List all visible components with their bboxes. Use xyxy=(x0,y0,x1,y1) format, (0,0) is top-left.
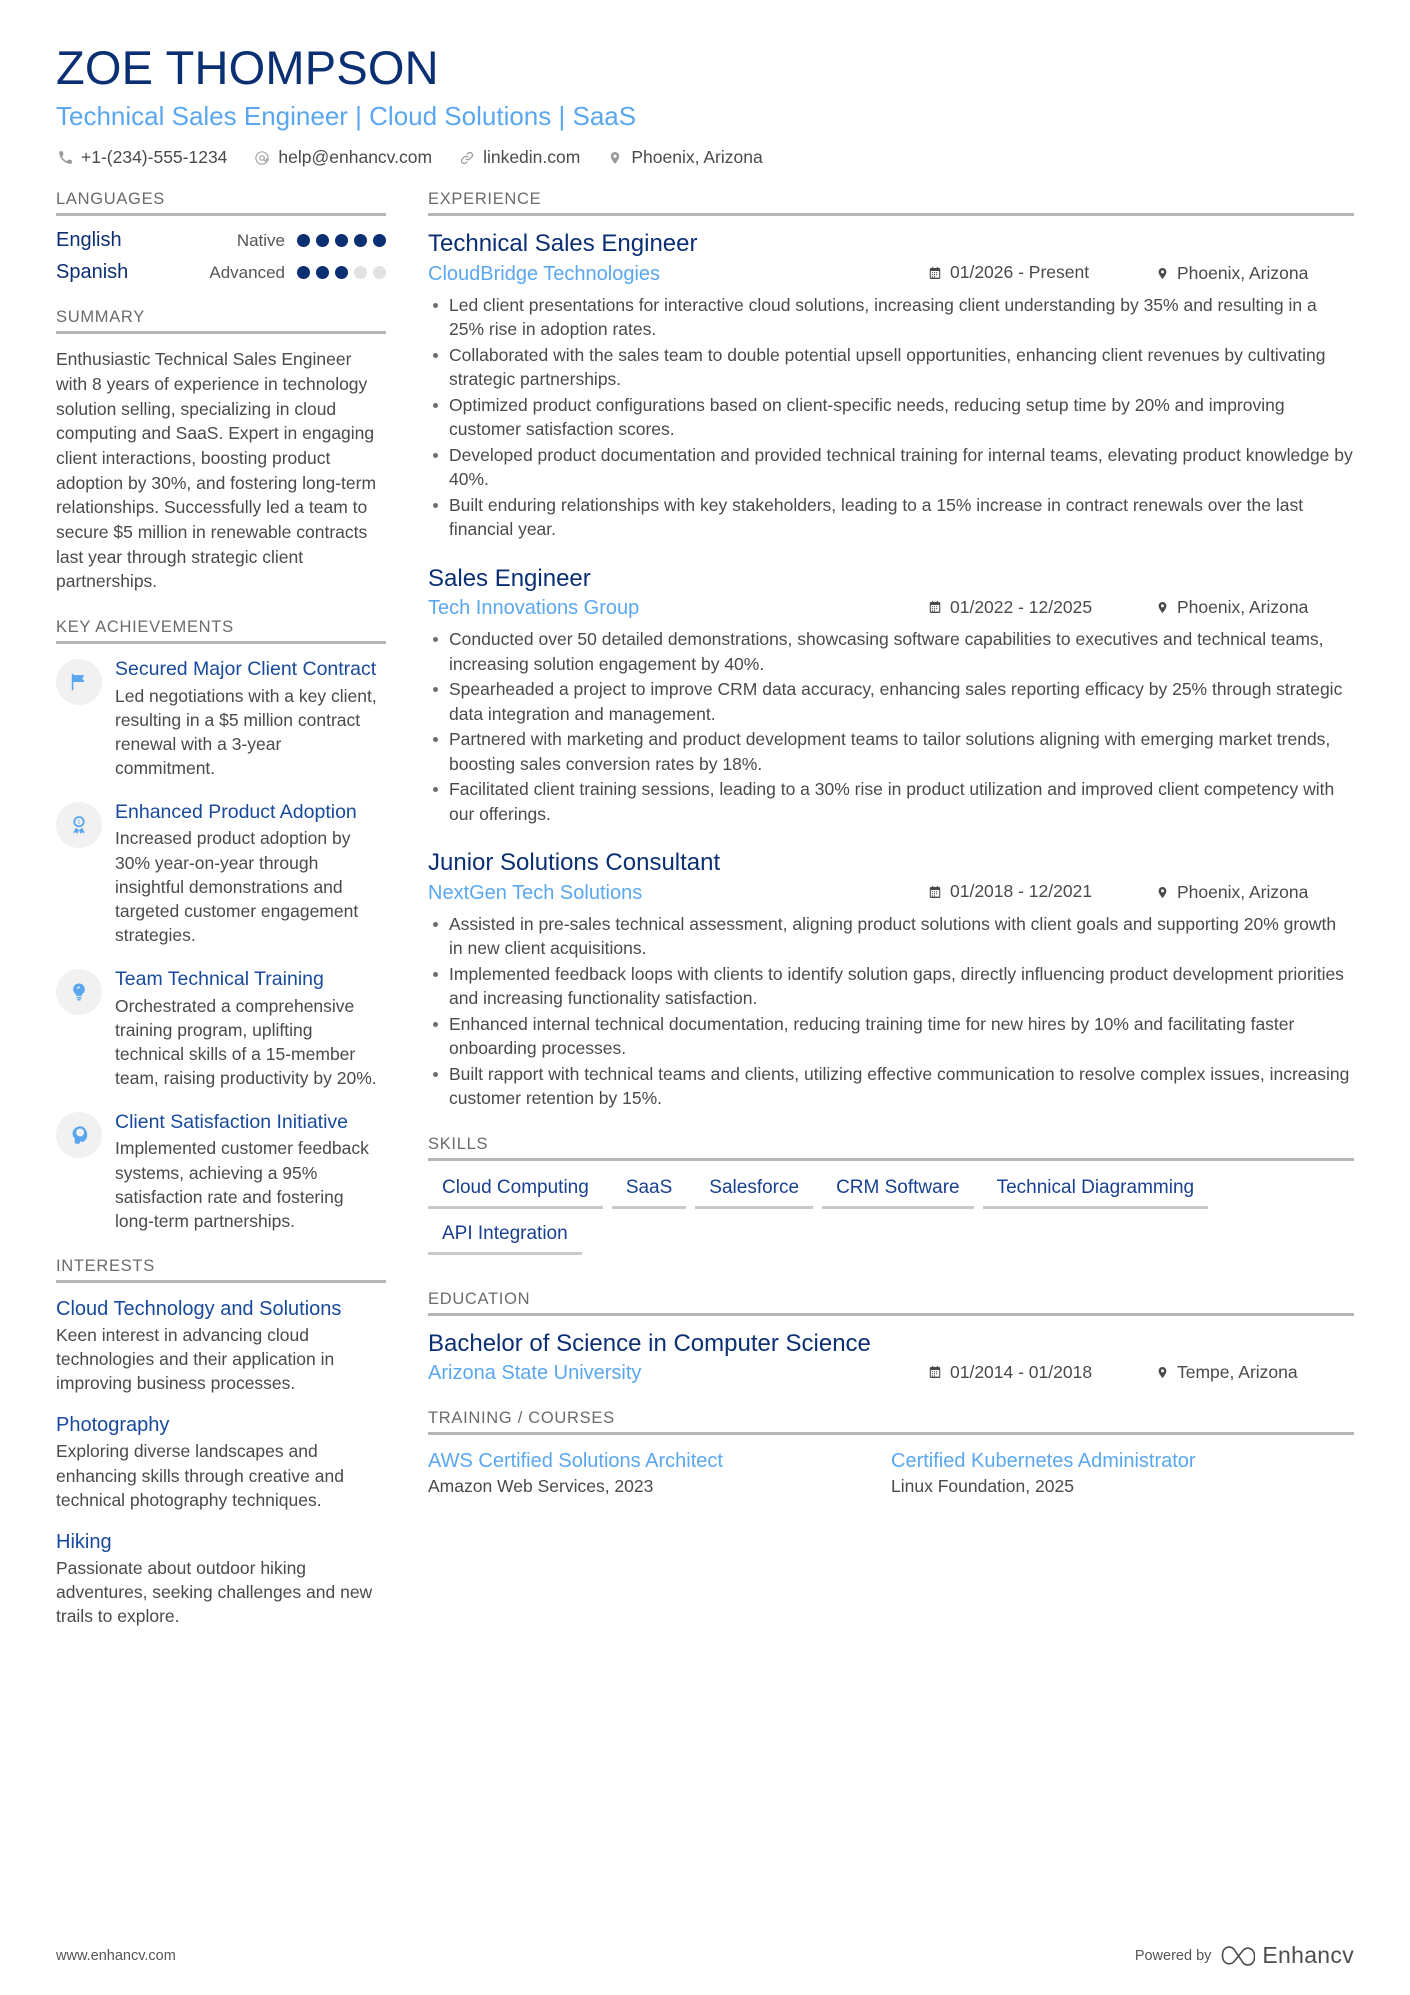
contact-linkedin-text: linkedin.com xyxy=(483,147,581,168)
interest-desc: Keen interest in advancing cloud technologies and their application in improving business processes. xyxy=(56,1325,335,1394)
achievement-title: Secured Major Client Contract xyxy=(115,658,377,681)
section-heading-skills: SKILLS xyxy=(428,1134,489,1153)
job-meta xyxy=(428,262,1354,286)
training-item xyxy=(891,1448,1354,1497)
education-location xyxy=(1154,1362,1354,1383)
interest-title: Hiking xyxy=(56,1530,112,1553)
job-bullet: Enhanced internal technical documentation, reducing training time for new hires by 10% and facilitating faster onboarding processes. xyxy=(428,1012,1354,1061)
achievement-title: Team Technical Training xyxy=(115,968,324,991)
job-dates xyxy=(927,262,1132,283)
rating-dot xyxy=(354,266,367,279)
language-name: Spanish xyxy=(56,261,129,284)
calendar-icon xyxy=(927,1364,943,1380)
language-rating-dots xyxy=(297,266,386,279)
page-footer xyxy=(56,1942,1354,1969)
section-heading-education: EDUCATION xyxy=(428,1289,531,1308)
training-item xyxy=(428,1448,891,1497)
calendar-icon xyxy=(927,884,943,900)
language-row xyxy=(56,261,386,284)
skill-chip: Technical Diagramming xyxy=(983,1174,1208,1209)
rating-dot xyxy=(373,266,386,279)
section-divider xyxy=(428,213,1354,216)
job-dates-text: 01/2022 - 12/2025 xyxy=(950,596,1093,617)
section-divider xyxy=(428,1158,1354,1161)
achievement-item xyxy=(56,800,386,947)
job-bullets xyxy=(428,627,1354,826)
job-dates-text: 01/2026 - Present xyxy=(950,262,1090,283)
training-title: AWS Certified Solutions Architect xyxy=(428,1450,723,1473)
section-experience xyxy=(428,190,1354,1111)
job-dates-text: 01/2018 - 12/2021 xyxy=(950,881,1093,902)
interest-item xyxy=(56,1296,386,1395)
flag-icon xyxy=(56,659,102,705)
section-heading-interests: INTERESTS xyxy=(56,1257,155,1276)
section-languages xyxy=(56,190,386,284)
achievement-desc: Increased product adoption by 30% year-on-year through insightful demonstrations and targeted customer engagement strategies. xyxy=(115,828,359,946)
enhancv-wordmark: Enhancv xyxy=(1262,1942,1354,1968)
footer-website[interactable]: www.enhancv.com xyxy=(56,1947,176,1964)
job-bullet: Developed product documentation and provided technical training for internal teams, elevating product knowledge by 40%. xyxy=(428,443,1354,492)
job-meta xyxy=(428,597,1354,621)
job-bullet: Built enduring relationships with key stakeholders, leading to a 15% increase in contract renewals over the last financial year. xyxy=(428,493,1354,542)
interest-item xyxy=(56,1529,386,1628)
contact-phone-text: +1-(234)-555-1234 xyxy=(81,147,228,168)
interest-title: Cloud Technology and Solutions xyxy=(56,1298,342,1321)
location-pin-icon xyxy=(1154,884,1170,900)
language-row xyxy=(56,229,386,252)
skill-chip: Salesforce xyxy=(695,1174,813,1209)
location-pin-icon xyxy=(1154,265,1170,281)
rating-dot xyxy=(297,234,310,247)
achievement-desc: Led negotiations with a key client, resulting in a $5 million contract renewal with a 3-year commitment. xyxy=(115,685,377,778)
job-bullets xyxy=(428,293,1354,542)
achievement-title: Enhanced Product Adoption xyxy=(115,801,357,824)
rating-dot xyxy=(297,266,310,279)
achievement-title: Client Satisfaction Initiative xyxy=(115,1111,349,1134)
job-location-text: Phoenix, Arizona xyxy=(1177,262,1309,283)
section-divider xyxy=(56,641,386,644)
job-company: Tech Innovations Group xyxy=(428,597,640,620)
contact-bar xyxy=(56,147,1354,168)
job-dates xyxy=(927,597,1132,618)
contact-location-text: Phoenix, Arizona xyxy=(631,147,763,168)
rating-dot xyxy=(335,266,348,279)
section-education xyxy=(428,1290,1354,1386)
language-level: Advanced xyxy=(209,262,285,282)
phone-icon xyxy=(56,149,74,167)
page-title: ZOE THOMPSON xyxy=(56,41,439,94)
job-company: CloudBridge Technologies xyxy=(428,262,661,285)
skills-list xyxy=(428,1174,1354,1266)
job-location xyxy=(1154,882,1354,903)
job-company: NextGen Tech Solutions xyxy=(428,881,643,904)
job-location-text: Phoenix, Arizona xyxy=(1177,597,1309,618)
training-provider: Linux Foundation, 2025 xyxy=(891,1476,1074,1497)
job-title: Technical Sales Engineer xyxy=(428,230,698,258)
contact-phone[interactable] xyxy=(56,147,227,168)
lightbulb-icon xyxy=(56,969,102,1015)
main-column xyxy=(428,190,1354,1521)
education-dates xyxy=(927,1362,1132,1383)
section-heading-languages: LANGUAGES xyxy=(56,190,165,209)
contact-location xyxy=(606,147,762,168)
training-list xyxy=(428,1448,1354,1497)
achievement-item xyxy=(56,657,386,780)
section-heading-achievements: KEY ACHIEVEMENTS xyxy=(56,618,234,637)
section-heading-training: TRAINING / COURSES xyxy=(428,1409,615,1428)
education-school: Arizona State University xyxy=(428,1362,642,1385)
job-bullets xyxy=(428,912,1354,1111)
achievement-item xyxy=(56,967,386,1090)
calendar-icon xyxy=(927,265,943,281)
summary-text: Enthusiastic Technical Sales Engineer with 8 years of experience in technology solution selling, specializing in cloud computing and SaaS. Expert in engaging client interactions, boosting product adoption by 30%, and fostering long-term relationships. Successfully led a team to secure $5 million in renewable contracts last year through strategic client partnerships. xyxy=(56,349,377,592)
svg-text:1: 1 xyxy=(77,819,81,826)
job-title: Sales Engineer xyxy=(428,564,591,592)
language-name: English xyxy=(56,229,122,252)
rating-dot xyxy=(373,234,386,247)
training-title: Certified Kubernetes Administrator xyxy=(891,1450,1196,1473)
interest-item xyxy=(56,1412,386,1511)
job-bullet: Implemented feedback loops with clients to identify solution gaps, directly influencing product development priorities and increasing functionality satisfaction. xyxy=(428,962,1354,1011)
link-icon xyxy=(458,149,476,167)
job-location-text: Phoenix, Arizona xyxy=(1177,881,1309,902)
skill-chip: Cloud Computing xyxy=(428,1174,603,1209)
contact-email[interactable] xyxy=(253,147,432,168)
skill-chip: API Integration xyxy=(428,1220,582,1255)
section-divider xyxy=(428,1432,1354,1435)
skill-chip: CRM Software xyxy=(822,1174,974,1209)
education-dates-text: 01/2014 - 01/2018 xyxy=(950,1361,1093,1382)
section-key-achievements xyxy=(56,618,386,1233)
section-training xyxy=(428,1409,1354,1497)
interest-desc: Exploring diverse landscapes and enhancing skills through creative and technical photography techniques. xyxy=(56,1441,344,1510)
job-bullet: Led client presentations for interactive cloud solutions, increasing client understanding by 35% and resulting in a 25% rise in adoption rates. xyxy=(428,293,1354,342)
contact-linkedin[interactable] xyxy=(458,147,580,168)
achievement-desc: Implemented customer feedback systems, achieving a 95% satisfaction rate and fostering long-term partnerships. xyxy=(115,1138,369,1231)
section-divider xyxy=(56,1280,386,1283)
language-level: Native xyxy=(236,230,285,250)
job-bullet: Facilitated client training sessions, leading to a 30% rise in product utilization and improved client competency with our offerings. xyxy=(428,777,1354,826)
job-bullet: Optimized product configurations based on client-specific needs, reducing setup time by 20% and improving customer satisfaction scores. xyxy=(428,393,1354,442)
experience-entry xyxy=(428,564,1354,827)
enhancv-logo xyxy=(1221,1942,1354,1969)
section-summary xyxy=(56,308,386,594)
powered-by-block xyxy=(1135,1942,1354,1969)
experience-entry xyxy=(428,848,1354,1111)
rating-dot xyxy=(335,234,348,247)
skill-chip: SaaS xyxy=(612,1174,686,1209)
job-meta xyxy=(428,881,1354,905)
education-degree: Bachelor of Science in Computer Science xyxy=(428,1329,871,1357)
section-divider xyxy=(56,213,386,216)
resume-header xyxy=(56,42,1354,168)
section-divider xyxy=(56,331,386,334)
location-pin-icon xyxy=(606,149,624,167)
interest-title: Photography xyxy=(56,1414,170,1437)
experience-entry xyxy=(428,229,1354,542)
location-pin-icon xyxy=(1154,1365,1170,1381)
job-bullet: Collaborated with the sales team to double potential upsell opportunities, enhancing client revenues by cultivating strategic partnerships. xyxy=(428,343,1354,392)
achievement-item xyxy=(56,1110,386,1233)
email-icon xyxy=(253,149,271,167)
job-bullet: Assisted in pre-sales technical assessment, aligning product solutions with client goals and supporting 20% growth in new client acquisitions. xyxy=(428,912,1354,961)
job-location xyxy=(1154,263,1354,284)
rating-dot xyxy=(354,234,367,247)
location-pin-icon xyxy=(1154,600,1170,616)
job-dates xyxy=(927,881,1132,902)
section-interests xyxy=(56,1257,386,1628)
education-meta xyxy=(428,1362,1354,1386)
contact-email-text: help@enhancv.com xyxy=(278,147,433,168)
award-ribbon-icon xyxy=(56,802,102,848)
achievement-desc: Orchestrated a comprehensive training program, uplifting technical skills of a 15-member team, raising productivity by 20%. xyxy=(115,995,377,1088)
job-bullet: Conducted over 50 detailed demonstrations, showcasing software capabilities to executives and technical teams, increasing solution engagement by 40%. xyxy=(428,627,1354,676)
job-title: Junior Solutions Consultant xyxy=(428,849,721,877)
job-bullet: Built rapport with technical teams and clients, utilizing effective communication to resolve complex issues, increasing customer retention by 15%. xyxy=(428,1062,1354,1111)
language-rating-dots xyxy=(297,234,386,247)
job-location xyxy=(1154,597,1354,618)
job-bullet: Spearheaded a project to improve CRM data accuracy, enhancing sales reporting efficacy by 25% through strategic data integration and management. xyxy=(428,677,1354,726)
powered-by-label: Powered by xyxy=(1134,1947,1212,1964)
section-heading-summary: SUMMARY xyxy=(56,308,145,327)
education-location-text: Tempe, Arizona xyxy=(1177,1362,1298,1383)
head-idea-icon xyxy=(56,1112,102,1158)
sidebar xyxy=(56,190,386,1652)
calendar-icon xyxy=(927,599,943,615)
education-entry xyxy=(428,1329,1354,1386)
rating-dot xyxy=(316,266,329,279)
section-heading-experience: EXPERIENCE xyxy=(428,190,542,209)
interest-desc: Passionate about outdoor hiking adventures, seeking challenges and new trails to explore. xyxy=(56,1557,373,1627)
training-provider: Amazon Web Services, 2023 xyxy=(428,1476,654,1497)
section-skills xyxy=(428,1135,1354,1266)
rating-dot xyxy=(316,234,329,247)
section-divider xyxy=(428,1313,1354,1316)
job-bullet: Partnered with marketing and product development teams to tailor solutions aligning with emerging market trends, boosting sales conversion rates by 18%. xyxy=(428,727,1354,776)
headline-subtitle: Technical Sales Engineer | Cloud Solutions | SaaS xyxy=(56,100,637,131)
enhancv-mark-icon xyxy=(1221,1944,1255,1968)
